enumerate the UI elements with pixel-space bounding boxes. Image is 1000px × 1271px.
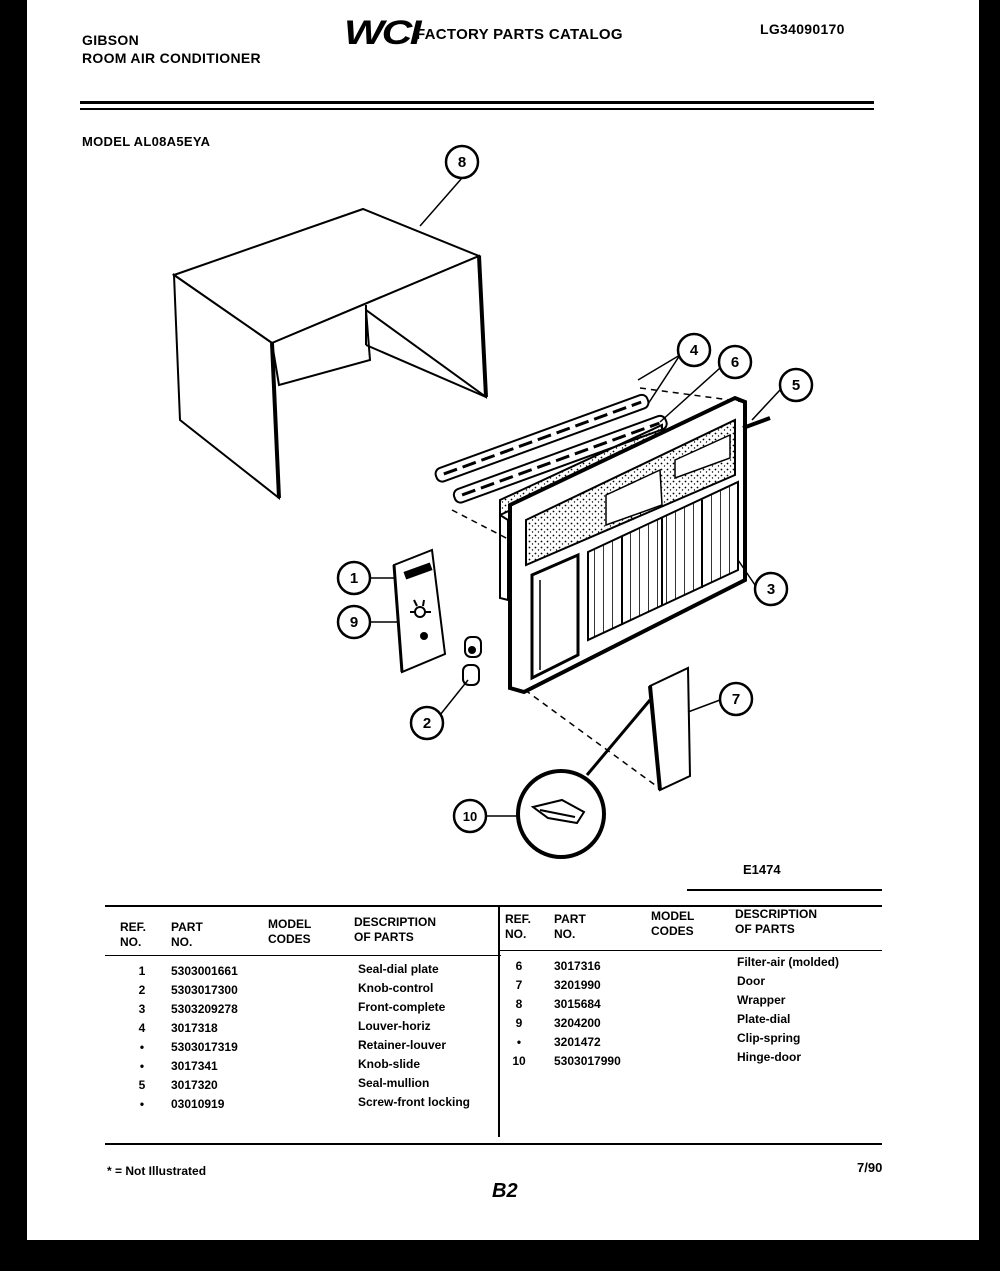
- callout-label-2: 2: [422, 715, 432, 732]
- table-cell-part: 3017341: [171, 1059, 218, 1073]
- table-cell-desc: Plate-dial: [737, 1012, 791, 1026]
- table-cell-part: 5303017319: [171, 1040, 238, 1054]
- table-cell-part: 3201990: [554, 978, 601, 992]
- callout-label-10: 10: [462, 809, 478, 824]
- table-cell-ref: 8: [515, 997, 523, 1011]
- table-cell-part: 3204200: [554, 1016, 601, 1030]
- table-cell-ref: •: [516, 1035, 522, 1049]
- table-cell-ref: 9: [515, 1016, 523, 1030]
- table-cell-part: 3017318: [171, 1021, 218, 1035]
- table-bottom-rule: [105, 1143, 882, 1145]
- parts-catalog-page: [27, 0, 979, 1240]
- callout-label-8: 8: [457, 154, 467, 171]
- catalog-title: FACTORY PARTS CATALOG: [416, 26, 623, 43]
- left-ref-column: [135, 962, 149, 1114]
- table-cell-part: 03010919: [171, 1097, 225, 1111]
- door-part: [650, 668, 690, 790]
- callout-label-4: 4: [689, 342, 699, 359]
- table-cell-part: 3201472: [554, 1035, 601, 1049]
- table-cell-desc: Door: [737, 974, 765, 988]
- revision-date: 7/90: [857, 1160, 883, 1175]
- knob-parts: [463, 637, 481, 685]
- catalog-number: LG34090170: [760, 21, 845, 37]
- table-cell-desc: Clip-spring: [737, 1031, 801, 1045]
- table-cell-part: 3015684: [554, 997, 601, 1011]
- header-ref-no-right: REF. NO.: [505, 912, 532, 941]
- wci-logo: WCI: [344, 14, 420, 52]
- table-cell-ref: 4: [138, 1021, 146, 1035]
- dial-plate-part: [394, 550, 445, 672]
- figure-code: E1474: [743, 862, 781, 877]
- table-cell-ref: •: [139, 1097, 145, 1111]
- table-cell-ref: 2: [138, 983, 146, 997]
- table-cell-part: 5303209278: [171, 1002, 238, 1016]
- mullion-seal-part: [743, 418, 770, 428]
- table-cell-desc: Wrapper: [737, 993, 786, 1007]
- table-cell-ref: 5: [138, 1078, 146, 1092]
- header-description-right: DESCRIPTION OF PARTS: [735, 907, 818, 936]
- model-line: MODEL AL08A5EYA: [82, 134, 211, 149]
- table-cell-part: 5303017990: [554, 1054, 621, 1068]
- not-illustrated-note: * = Not Illustrated: [107, 1164, 207, 1178]
- right-part-column: [554, 957, 621, 1071]
- callout-label-1: 1: [349, 570, 359, 587]
- table-cell-desc: Louver-horiz: [358, 1019, 431, 1033]
- table-top-rule-right: [687, 889, 882, 891]
- table-cell-desc: Seal-dial plate: [358, 962, 439, 976]
- table-cell-part: 5303017300: [171, 983, 238, 997]
- table-cell-desc: Filter-air (molded): [737, 955, 840, 969]
- header-model-codes: MODEL CODES: [268, 917, 312, 946]
- table-cell-ref: •: [139, 1040, 145, 1054]
- table-cell-desc: Retainer-louver: [358, 1038, 447, 1052]
- brand-name: GIBSON: [82, 32, 140, 48]
- hinge-detail: [518, 700, 650, 857]
- callout-label-7: 7: [731, 691, 741, 708]
- table-cell-desc: Front-complete: [358, 1000, 446, 1014]
- table-cell-desc: Screw-front locking: [358, 1095, 471, 1109]
- header-part-no-right: PART NO.: [554, 912, 586, 941]
- table-cell-desc: Knob-slide: [358, 1057, 420, 1071]
- table-divider: [498, 905, 500, 1137]
- table-cell-ref: •: [139, 1059, 145, 1073]
- table-cell-desc: Seal-mullion: [358, 1076, 430, 1090]
- exploded-parts-diagram: [27, 0, 979, 880]
- page-number: B2: [492, 1180, 518, 1202]
- table-cell-part: 3017320: [171, 1078, 218, 1092]
- product-name: ROOM AIR CONDITIONER: [82, 50, 261, 66]
- callout-label-3: 3: [766, 581, 776, 598]
- header-description: DESCRIPTION OF PARTS: [354, 915, 437, 944]
- left-desc-column: [358, 960, 470, 1112]
- callout-label-9: 9: [349, 614, 359, 631]
- table-cell-ref: 3: [138, 1002, 146, 1016]
- left-part-column: [171, 962, 238, 1114]
- callout-label-6: 6: [730, 354, 740, 371]
- right-ref-column: [509, 957, 529, 1071]
- header-part-no: PART NO.: [171, 920, 203, 949]
- table-cell-desc: Knob-control: [358, 981, 434, 995]
- table-header-rule-right: [500, 950, 882, 951]
- wrapper-part: [174, 209, 486, 498]
- callout-label-5: 5: [791, 377, 801, 394]
- table-cell-part: 5303001661: [171, 964, 238, 978]
- table-header-rule-left: [105, 955, 501, 956]
- right-desc-column: [737, 953, 839, 1067]
- table-cell-part: 3017316: [554, 959, 601, 973]
- table-cell-ref: 10: [512, 1054, 526, 1068]
- header-model-codes-right: MODEL CODES: [651, 909, 695, 938]
- table-cell-ref: 1: [138, 964, 146, 978]
- table-cell-ref: 6: [515, 959, 523, 973]
- header-ref-no: REF. NO.: [120, 920, 147, 949]
- table-cell-ref: 7: [515, 978, 523, 992]
- table-cell-desc: Hinge-door: [737, 1050, 801, 1064]
